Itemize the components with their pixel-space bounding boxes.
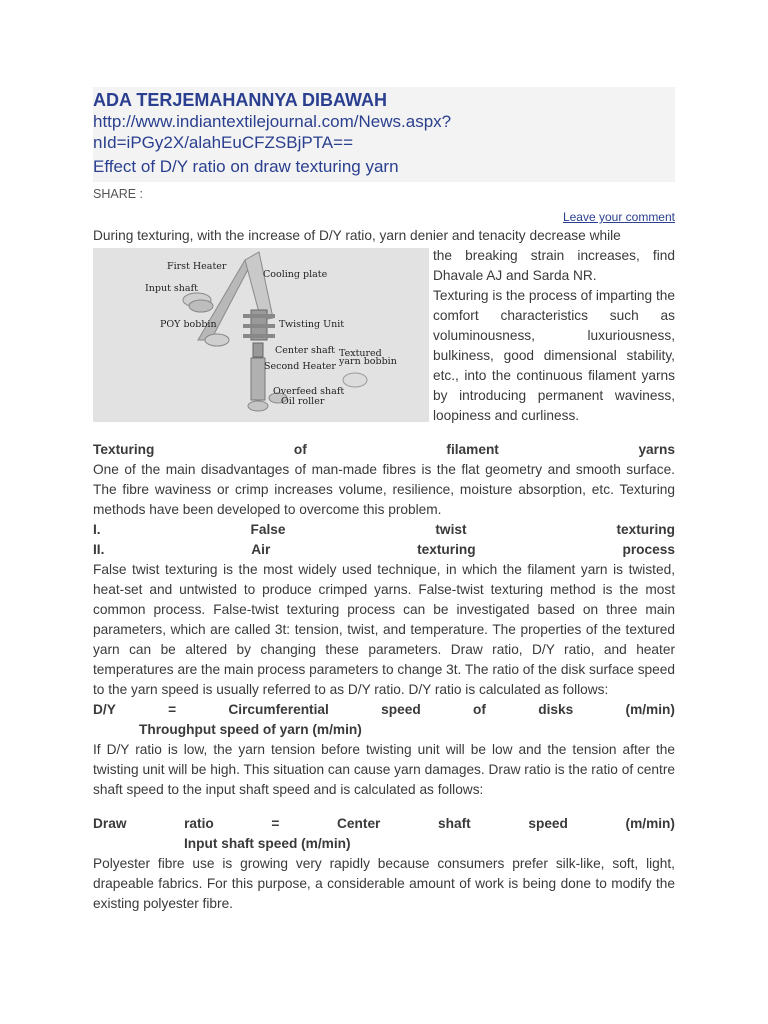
- label-cooling-plate: Cooling plate: [263, 269, 328, 280]
- formula-word: =: [271, 816, 280, 831]
- label-textured: Textured: [339, 348, 382, 359]
- polyester-paragraph: Polyester fibre use is growing very rapidly because consumers prefer silk-like, soft, light, drapeable fabrics. For this purpose, a considerable amount of work is being done to modify the existing polyester fibre.: [93, 856, 675, 911]
- dy-denominator: Throughput speed of yarn (m/min): [139, 722, 362, 737]
- list-item-air-texturing: [93, 540, 675, 560]
- share-label: SHARE :: [93, 187, 144, 201]
- page-title: ADA TERJEMAHANNYA DIBAWAH: [93, 90, 388, 110]
- list-word: II.: [93, 542, 105, 557]
- formula-word: D/Y: [93, 702, 116, 717]
- texturing-definition: Texturing is the process of imparting the comfort characteristics such as voluminousness, luxuriousness, bulkiness, good dimensional stability, etc., into the continuous filament yarns by introducing permanent waviness, loopiness and curliness.: [433, 288, 675, 423]
- label-poy-bobbin: POY bobbin: [160, 319, 217, 330]
- formula-word: (m/min): [625, 702, 675, 717]
- list-item-false-twist: [93, 520, 675, 540]
- list-word: False: [250, 522, 286, 537]
- list-word: texturing: [417, 542, 476, 557]
- draw-ratio-formula: [93, 814, 675, 834]
- label-first-heater: First Heater: [167, 261, 227, 272]
- list-word: I.: [93, 522, 101, 537]
- formula-word: Draw: [93, 816, 127, 831]
- formula-word: Center: [337, 816, 381, 831]
- source-url-line2[interactable]: nId=iPGy2X/alahEuCFZSBjPTA==: [93, 133, 354, 152]
- section-heading-word: of: [293, 442, 307, 457]
- formula-word: of: [472, 702, 486, 717]
- intro-line: During texturing, with the increase of D/Y ratio, yarn denier and tenacity decrease while: [93, 228, 621, 243]
- dy-formula: [93, 700, 675, 720]
- article-subtitle: Effect of D/Y ratio on draw texturing yarn: [93, 157, 399, 176]
- section-heading-word: yarns: [638, 442, 675, 457]
- label-oil-roller: Oil roller: [281, 396, 325, 407]
- label-overfeed-shaft: Overfeed shaft: [273, 386, 345, 397]
- formula-word: speed: [528, 816, 568, 831]
- dy-low-paragraph: If D/Y ratio is low, the yarn tension before twisting unit will be low and the tension after the twisting unit will be high. This situation can cause yarn damages. Draw ratio is the ratio of centre shaft speed to the input shaft speed and is calculated as follows:: [93, 742, 675, 797]
- formula-word: =: [168, 702, 177, 717]
- machine-drawing: [93, 248, 429, 422]
- intro-continuation: the breaking strain increases, find Dhavale AJ and Sarda NR.: [433, 248, 675, 283]
- false-twist-paragraph: False twist texturing is the most widely used technique, in which the filament yarn is twisted, heat-set and untwisted to produce crimped yarns. False-twist texturing method is the most common process. False-twist texturing process can be investigated based on three main parameters, which are called 3t: tension, twist, and temperature. The properties of the textured yarn can be altered by changing these parameters. Draw ratio, D/Y ratio, and heater temperatures are the main process parameters to change 3t. The ratio of the disk surface speed to the yarn speed is usually referred to as D/Y ratio. D/Y ratio is calculated as follows:: [93, 562, 675, 697]
- list-word: process: [622, 542, 675, 557]
- texturing-machine-diagram: [93, 248, 429, 422]
- section-paragraph: One of the main disadvantages of man-made fibres is the flat geometry and smooth surface. The fibre waviness or crimp increases volume, resilience, moisture absorption, etc. Texturing methods have been developed to overcome this problem.: [93, 462, 675, 517]
- label-input-shaft: Input shaft: [145, 283, 198, 294]
- label-second-heater: Second Heater: [264, 361, 336, 372]
- leave-comment-link[interactable]: Leave your comment: [562, 210, 675, 224]
- formula-word: Circumferential: [228, 702, 329, 717]
- formula-word: disks: [538, 702, 574, 717]
- label-center-shaft: Center shaft: [275, 345, 336, 356]
- formula-word: shaft: [438, 816, 471, 831]
- list-word: texturing: [616, 522, 675, 537]
- formula-word: speed: [381, 702, 421, 717]
- section-heading-word: Texturing: [93, 442, 155, 457]
- document-page: [93, 87, 675, 914]
- article-header: [93, 87, 675, 182]
- formula-word: ratio: [184, 816, 214, 831]
- list-word: twist: [435, 522, 467, 537]
- formula-word: (m/min): [625, 816, 675, 831]
- list-word: Air: [251, 542, 271, 557]
- section-heading-word: filament: [446, 442, 499, 457]
- source-url-line1[interactable]: http://www.indiantextilejournal.com/News.aspx?: [93, 112, 452, 131]
- label-twisting-unit: Twisting Unit: [279, 319, 345, 330]
- label-yarn-bobbin: yarn bobbin: [339, 356, 397, 367]
- draw-ratio-denominator: Input shaft speed (m/min): [184, 836, 351, 851]
- section-heading: [93, 440, 675, 460]
